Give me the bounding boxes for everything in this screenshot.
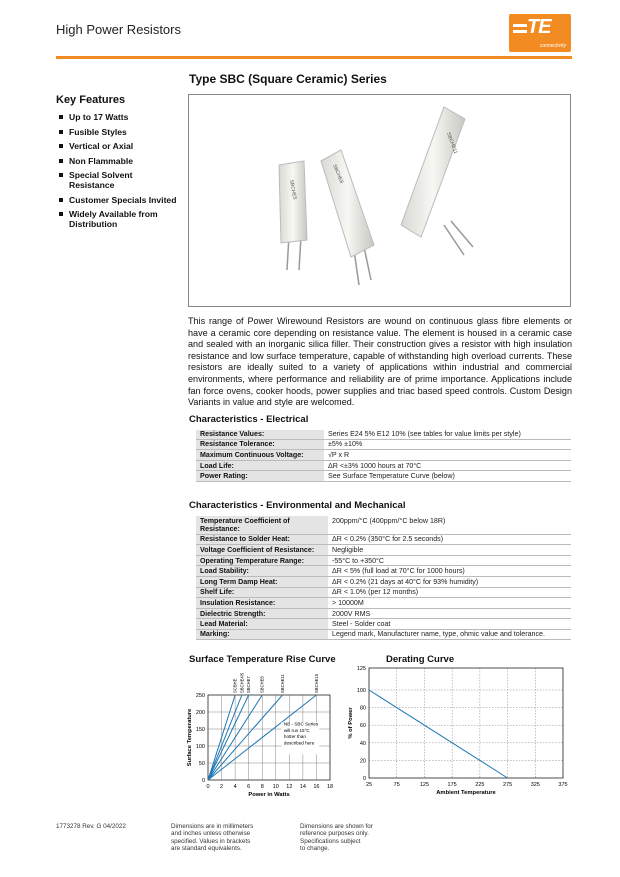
series-title: Type SBC (Square Ceramic) Series <box>189 72 387 86</box>
derating-chart-title: Derating Curve <box>386 654 455 665</box>
chart-annotation <box>281 722 319 755</box>
table-row <box>196 629 571 639</box>
key-feature-item: Customer Specials Invited <box>59 195 179 205</box>
table-row <box>196 576 571 587</box>
resistor-small <box>279 161 307 270</box>
series-label: SBCHE8 <box>259 676 265 693</box>
y-tick-label: 250 <box>195 693 205 699</box>
table-row <box>196 430 571 439</box>
spec-value: ΔR < 5% (full load at 70°C for 1000 hours) <box>328 566 571 577</box>
y-tick-label: 125 <box>356 666 366 672</box>
spec-value: ΔR < 0.2% (350°C for 2.5 seconds) <box>328 534 571 545</box>
y-tick-label: 60 <box>359 723 366 730</box>
table-row <box>196 555 571 566</box>
x-tick-label: 8 <box>260 784 264 790</box>
table-row <box>196 587 571 598</box>
footer-line: and inches unless otherwise <box>171 830 251 838</box>
spec-value: See Surface Temperature Curve (below) <box>324 471 571 482</box>
key-feature-item: Vertical or Axial <box>59 141 179 151</box>
spec-label: Resistance Values: <box>196 430 324 439</box>
logo-text: TE <box>527 16 551 38</box>
x-tick-label: 12 <box>286 784 293 790</box>
spec-label: Operating Temperature Range: <box>196 555 328 566</box>
spec-label: Long Term Damp Heat: <box>196 576 328 587</box>
spec-value: > 10000M <box>328 598 571 609</box>
page-header-title: High Power Resistors <box>56 22 181 37</box>
x-axis-label: Power in Watts <box>248 792 290 798</box>
footer-line: Dimensions are in millimeters <box>171 823 254 830</box>
y-tick-label: 40 <box>359 740 366 747</box>
x-tick-label: 125 <box>419 782 430 788</box>
environmental-title: Characteristics - Environmental and Mechanical <box>189 500 406 511</box>
resistor-medium <box>321 150 374 285</box>
y-axis-label: Surface Temperature <box>187 708 193 767</box>
x-tick-label: 75 <box>393 782 400 788</box>
spec-value: -55°C to +350°C <box>328 555 571 566</box>
header-divider <box>56 56 572 59</box>
photo-label: SBCHE11 <box>445 131 459 155</box>
key-features-title: Key Features <box>56 94 126 106</box>
series-label: SCBHE <box>232 678 238 693</box>
key-feature-item: Fusible Styles <box>59 127 179 137</box>
spec-label: Dielectric Strength: <box>196 608 328 619</box>
series-label: SBCHE7 <box>246 676 252 693</box>
annotation-line: will run 15°C <box>283 727 310 733</box>
spec-label: Maximum Continuous Voltage: <box>196 450 324 461</box>
footer-line: reference purposes only. <box>300 830 369 838</box>
footer-line: Specifications subject <box>300 837 361 845</box>
logo-tagline: connectivity <box>539 43 566 49</box>
table-row <box>196 450 571 461</box>
key-feature-item: Up to 17 Watts <box>59 112 179 122</box>
spec-value: Legend mark, Manufacturer name, type, ohmic value and tolerance. <box>328 629 571 639</box>
x-tick-label: 10 <box>272 784 279 790</box>
x-tick-label: 0 <box>206 784 210 790</box>
x-tick-label: 16 <box>313 784 320 790</box>
annotation-line: NB - SBC Series <box>283 721 319 727</box>
table-row <box>196 534 571 545</box>
y-tick-label: 0 <box>362 776 366 782</box>
annotation-line: hotter than <box>283 734 306 740</box>
spec-label: Load Stability: <box>196 566 328 577</box>
annotation-line: described here <box>283 740 315 746</box>
electrical-title: Characteristics - Electrical <box>189 414 309 425</box>
electrical-table <box>196 430 571 482</box>
spec-label: Marking: <box>196 629 328 639</box>
te-connectivity-logo <box>509 14 571 52</box>
spec-value: ΔR <±3% 1000 hours at 70°C <box>324 460 571 471</box>
spec-value: ±5% ±10% <box>324 439 571 450</box>
series-label: SBCHE15 <box>313 673 319 693</box>
table-row <box>196 608 571 619</box>
x-tick-label: 175 <box>447 782 457 788</box>
x-tick-label: 6 <box>247 784 251 790</box>
resistor-large <box>401 107 473 255</box>
photo-label: SBCHE5 <box>288 179 298 201</box>
spec-label: Load Life: <box>196 460 324 471</box>
y-tick-label: 80 <box>359 705 366 712</box>
spec-label: Lead Material: <box>196 619 328 630</box>
spec-label: Power Rating: <box>196 471 324 482</box>
footer-note-units <box>171 823 253 853</box>
y-tick-label: 100 <box>356 688 366 694</box>
footer-line: are standard equivalents. <box>171 845 242 853</box>
spec-value: 200ppm/°C (400ppm/°C below 18R) <box>328 516 571 534</box>
y-tick-label: 100 <box>195 744 205 750</box>
x-tick-label: 25 <box>365 782 373 788</box>
spec-value: Series E24 5% E12 10% (see tables for value limits per style) <box>324 430 571 439</box>
doc-number: 1773278 Rev. G 04/2022 <box>56 823 126 830</box>
table-row <box>196 460 571 471</box>
key-feature-item: Widely Available from Distribution <box>59 209 179 229</box>
table-row <box>196 566 571 577</box>
x-axis-label: Ambient Temperature <box>436 790 496 796</box>
y-tick-label: 150 <box>195 727 205 733</box>
product-photo <box>188 94 571 307</box>
footer-line: Dimensions are shown for <box>300 823 373 830</box>
key-features-list <box>59 112 179 234</box>
x-tick-label: 325 <box>530 782 540 788</box>
spec-label: Voltage Coefficient of Resistance: <box>196 545 328 556</box>
spec-label: Insulation Resistance: <box>196 598 328 609</box>
y-tick-label: 50 <box>198 761 205 767</box>
table-row <box>196 545 571 556</box>
key-feature-item: Special Solvent Resistance <box>59 170 179 190</box>
spec-value: Negligible <box>328 545 571 556</box>
spec-value: ΔR < 0.2% (21 days at 40°C for 93% humidity) <box>328 576 571 587</box>
x-tick-label: 2 <box>220 784 224 790</box>
environmental-table <box>196 516 571 640</box>
footer-line: to change. <box>300 845 330 853</box>
key-feature-item: Non Flammable <box>59 156 179 166</box>
photo-label: SBCHE8 <box>331 163 345 185</box>
spec-label: Resistance Tolerance: <box>196 439 324 450</box>
table-row <box>196 471 571 482</box>
x-tick-label: 14 <box>299 784 306 790</box>
y-tick-label: 20 <box>359 758 366 765</box>
x-tick-label: 4 <box>233 784 237 790</box>
table-row <box>196 516 571 534</box>
plot-frame <box>369 668 563 778</box>
footer-note-reference <box>300 823 373 853</box>
surface-temperature-chart <box>180 668 350 808</box>
y-tick-label: 200 <box>195 710 205 716</box>
spec-value: Steel - Solder coat <box>328 619 571 630</box>
series-label: SBCHE11 <box>280 674 286 693</box>
y-axis-label: % of Power <box>348 707 354 739</box>
x-tick-label: 225 <box>475 782 485 788</box>
spec-label: Shelf Life: <box>196 587 328 598</box>
spec-value: ΔR < 1.0% (per 12 months) <box>328 587 571 598</box>
spec-value: 2000V RMS <box>328 608 571 619</box>
derating-chart <box>336 660 571 812</box>
table-row <box>196 619 571 630</box>
series-label: SBCHE4/5 <box>239 672 245 693</box>
table-row <box>196 598 571 609</box>
spec-label: Resistance to Solder Heat: <box>196 534 328 545</box>
y-tick-label: 0 <box>201 778 205 784</box>
logo-bars-icon <box>513 24 527 36</box>
temp-chart-title: Surface Temperature Rise Curve <box>189 654 336 665</box>
footer-line: specified. Values in brackets <box>171 837 251 845</box>
x-tick-label: 18 <box>326 784 334 790</box>
table-row <box>196 439 571 450</box>
spec-value: √P x R <box>324 450 571 461</box>
x-tick-label: 375 <box>558 782 568 788</box>
spec-label: Temperature Coefficient of Resistance: <box>196 516 328 534</box>
product-description: This range of Power Wirewound Resistors are wound on continuous glass fibre elements or have a ceramic core depending on resistance value. The element is housed in a ceramic case and sealed with an inorganic silica filler. Their construction gives a resistor with high insulation resistance and low surface temperature, capable of withstanding high overload currents. These resistors are ideally suited to a variety of applications within industrial and commercial environments, where performance and reliability are of prime importance. Applications include fan force ovens, cooker hoods, power supplies and triac based speed controls. Custom Design Variants in value and style are welcomed. <box>188 316 572 408</box>
x-tick-label: 275 <box>502 782 513 788</box>
